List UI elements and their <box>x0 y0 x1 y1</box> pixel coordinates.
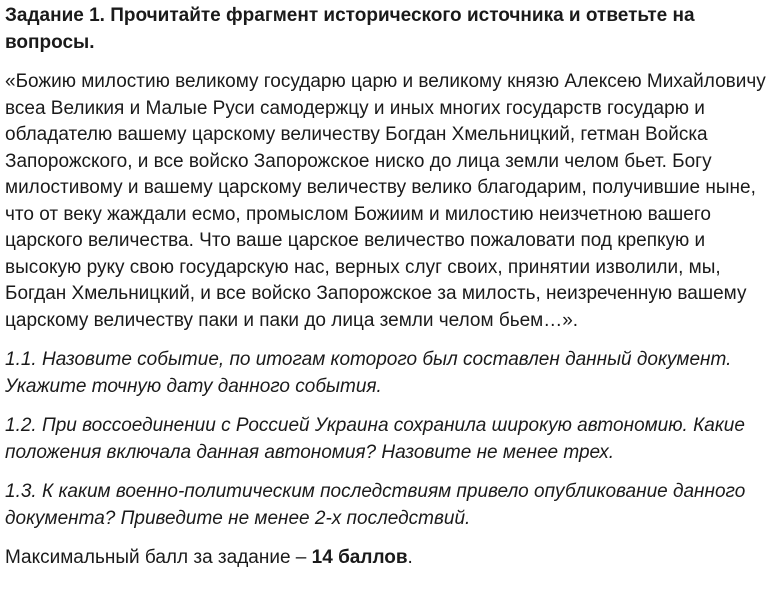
max-score-value: 14 баллов <box>311 547 408 568</box>
max-score <box>5 545 766 572</box>
max-score-prefix: Максимальный балл за задание – <box>5 547 312 568</box>
historical-source-quote: «Божию милостию великому государю царю и великому князю Алексею Михайловичу всеа Великия и Малые Руси самодержцу и иных многих государств государю и обладателю вашему царскому величеству Богдан Хмельницкий, гетман Войска Запорожского, и все войско Запорожское ниско до лица земли челом бьет. Богу милостивому и вашему царскому величеству велико благодарим, получившие ныне, что от веку жаждали есмо, промыслом Божиим и милостию неизчетною вашего царского величества. Что ваше царское величество пожаловати под крепкую и высокую руку свою государскую нас, верных слуг своих, принятии изволили, мы, Богдан Хмельницкий, и все войско Запорожское за милость, неизреченную вашему царскому величеству паки и паки до лица земли челом бьем…». <box>5 71 766 331</box>
question-1-3: 1.3. К каким военно-политическим последствиям привело опубликование данного документа? Приведите не менее 2-х последствий. <box>5 481 746 529</box>
task-title: Задание 1. Прочитайте фрагмент исторического источника и ответьте на вопросы. <box>5 5 695 53</box>
max-score-suffix: . <box>407 547 413 568</box>
question-1-1: 1.1. Назовите событие, по итогам которого был составлен данный документ. Укажите точную дату данного события. <box>5 349 732 397</box>
question-1-2: 1.2. При воссоединении с Россией Украина сохранила широкую автономию. Какие положения включала данная автономия? Назовите не менее трех. <box>5 415 745 463</box>
